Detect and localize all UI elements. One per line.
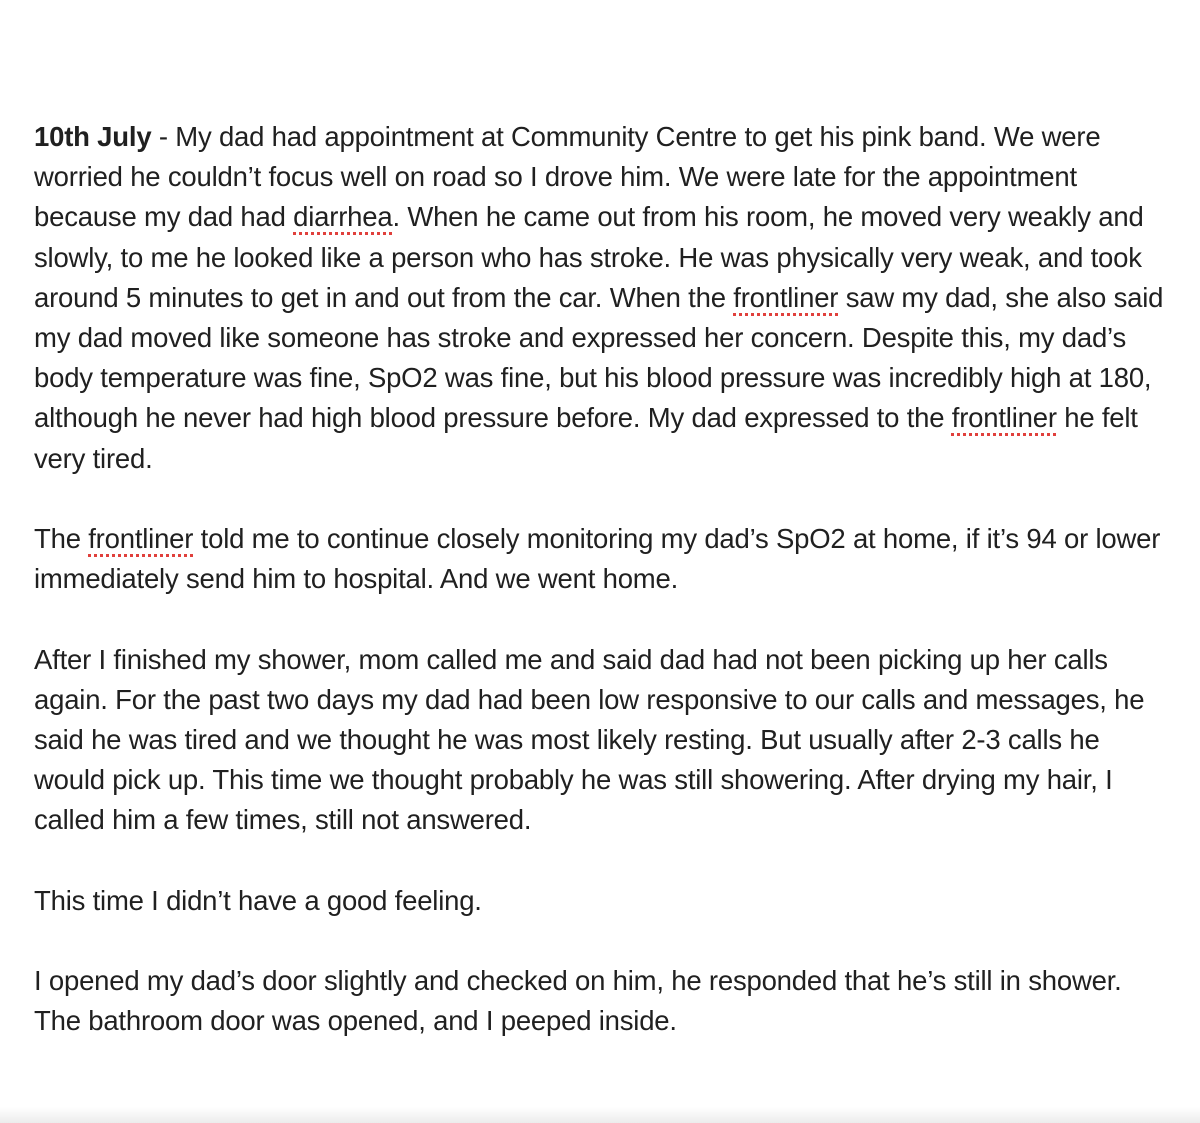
paragraph-2-text-a: The (34, 523, 89, 555)
misspelled-word[interactable]: diarrhea (293, 201, 393, 233)
paragraph-4: This time I didn’t have a good feeling. (34, 884, 482, 916)
misspelled-word[interactable]: frontliner (733, 281, 839, 313)
paragraph-1-text-d: he felt very tired. (34, 402, 1138, 474)
paragraph-1-text-c: saw my dad, she also said my dad moved like someone has stroke and expressed her concern. Despite this, my dad’s body temperature was fine, SpO2 was fine, but his blood pressure was incredibly high at 180, although he never had high blood pressure before. My dad expressed to the (34, 281, 1164, 434)
paragraph-1 (34, 117, 1174, 479)
misspelled-word[interactable]: frontliner (88, 523, 194, 555)
date-label: 10th July (34, 121, 152, 152)
paragraph-1-text-b: . When he came out from his room, he moved very weakly and slowly, to me he looked like a person who has stroke. He was physically very weak, and took around 5 minutes to get in and out from the car. When the (34, 201, 1144, 313)
document-body (34, 117, 1174, 1082)
page-bottom-edge (0, 1107, 1200, 1123)
paragraph-2 (34, 519, 1174, 599)
paragraph-2-text-b: told me to continue closely monitoring my dad’s SpO2 at home, if it’s 94 or lower immediately send him to hospital. And we went home. (34, 523, 1161, 595)
paragraph-1-text-a: - My dad had appointment at Community Centre to get his pink band. We were worried he couldn’t focus well on road so I drove him. We were late for the appointment because my dad had (34, 121, 1101, 233)
paragraph-5: I opened my dad’s door slightly and checked on him, he responded that he’s still in shower. The bathroom door was opened, and I peeped inside. (34, 965, 1122, 1037)
misspelled-word[interactable]: frontliner (951, 402, 1057, 434)
paragraph-3: After I finished my shower, mom called me and said dad had not been picking up her calls again. For the past two days my dad had been low responsive to our calls and messages, he said he was tired and we thought he was most likely resting. But usually after 2-3 calls he would pick up. This time we thought probably he was still showering. After drying my hair, I called him a few times, still not answered. (34, 643, 1145, 836)
